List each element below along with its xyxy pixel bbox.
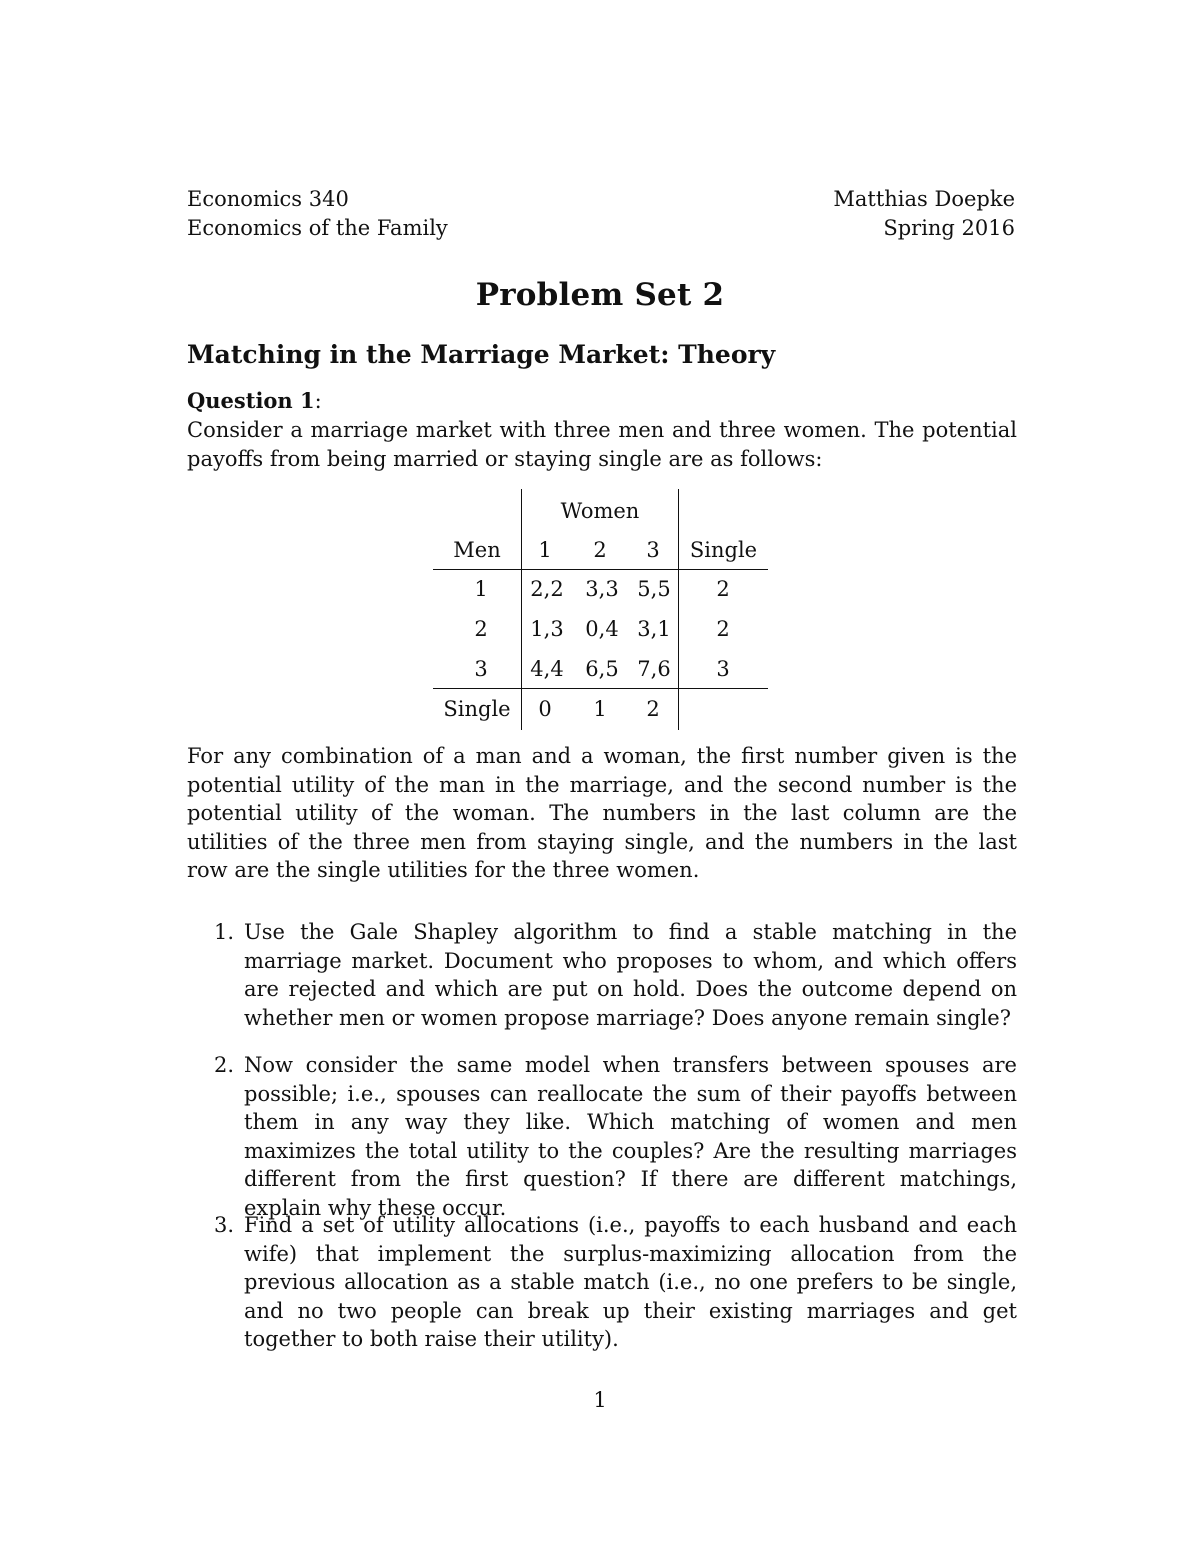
payoff-table	[433, 489, 768, 730]
question-explanation: For any combination of a man and a woman, the first number given is the potential utility of the man in the marriage, and the second number is the potential utility of the woman. The numbers in the last column are the utilities of the three men from staying single, and the numbers in the last row are the single utilities for the three women.	[187, 744, 1017, 883]
term: Spring 2016	[883, 216, 1015, 240]
woman-col-2: 2	[593, 538, 607, 562]
payoff-cell: 7,6	[637, 657, 671, 681]
page-header	[187, 185, 1015, 243]
woman-single-cell: 0	[538, 697, 552, 721]
list-item-number: 3.	[214, 1213, 235, 1237]
man-single-cell: 2	[716, 577, 730, 601]
question-colon: :	[314, 389, 322, 413]
man-single-cell: 3	[716, 657, 730, 681]
payoff-cell: 5,5	[637, 577, 671, 601]
question-intro: Consider a marriage market with three men and three women. The potential payoffs from being married or staying single are as follows:	[187, 418, 1017, 471]
question-heading	[187, 388, 322, 413]
list-item-number: 2.	[214, 1053, 235, 1077]
list-item-text: Use the Gale Shapley algorithm to find a stable matching in the marriage market. Document who proposes to whom, and which offers are rejected and which are put on hold. Does the outcome depend on whether men or women propose marriage? Does anyone remain single?	[244, 920, 1017, 1030]
table-rule-footer	[433, 688, 768, 689]
table-rule-vertical-left	[521, 489, 522, 730]
list-item-text: Find a set of utility allocations (i.e., payoffs to each husband and each wife) that implement the surplus-maximizing allocation from the previous allocation as a stable match (i.e., no one prefers to be single, and no two people can break up their existing marriages and get together to both raise their utility).	[244, 1213, 1017, 1352]
list-item-text: Now consider the same model when transfers between spouses are possible; i.e., spouses can reallocate the sum of their payoffs between them in any way they like. Which matching of women and men maximizes the total utility to the couples? Are the resulting marriages different from the first question? If there are different matchings, explain why these occur.	[244, 1053, 1017, 1220]
question-label: Question 1	[187, 388, 315, 413]
women-header: Women	[560, 499, 640, 523]
single-col-header: Single	[689, 538, 758, 562]
woman-single-cell: 2	[646, 697, 660, 721]
list-item-number: 1.	[214, 920, 235, 944]
payoff-cell: 6,5	[585, 657, 619, 681]
payoff-cell: 3,3	[585, 577, 619, 601]
table-rule-vertical-right	[678, 489, 679, 730]
payoff-cell: 2,2	[530, 577, 564, 601]
payoff-cell: 3,1	[637, 617, 671, 641]
man-row-2: 2	[474, 617, 488, 641]
man-single-cell: 2	[716, 617, 730, 641]
woman-col-1: 1	[538, 538, 552, 562]
page-title: Problem Set 2	[475, 277, 725, 313]
man-row-3: 3	[474, 657, 488, 681]
course-number: Economics 340	[187, 187, 349, 211]
men-header: Men	[453, 538, 501, 562]
payoff-cell: 4,4	[530, 657, 564, 681]
payoff-cell: 1,3	[530, 617, 564, 641]
single-row-header: Single	[443, 697, 511, 721]
page-number: 1	[593, 1388, 607, 1412]
payoff-cell: 0,4	[585, 617, 619, 641]
woman-single-cell: 1	[593, 697, 607, 721]
section-title: Matching in the Marriage Market: Theory	[187, 340, 776, 369]
man-row-1: 1	[474, 577, 488, 601]
header-left	[187, 185, 448, 243]
author-name: Matthias Doepke	[833, 187, 1015, 211]
table-rule-header	[433, 569, 768, 570]
course-title: Economics of the Family	[187, 216, 448, 240]
woman-col-3: 3	[646, 538, 660, 562]
header-right	[833, 185, 1015, 243]
